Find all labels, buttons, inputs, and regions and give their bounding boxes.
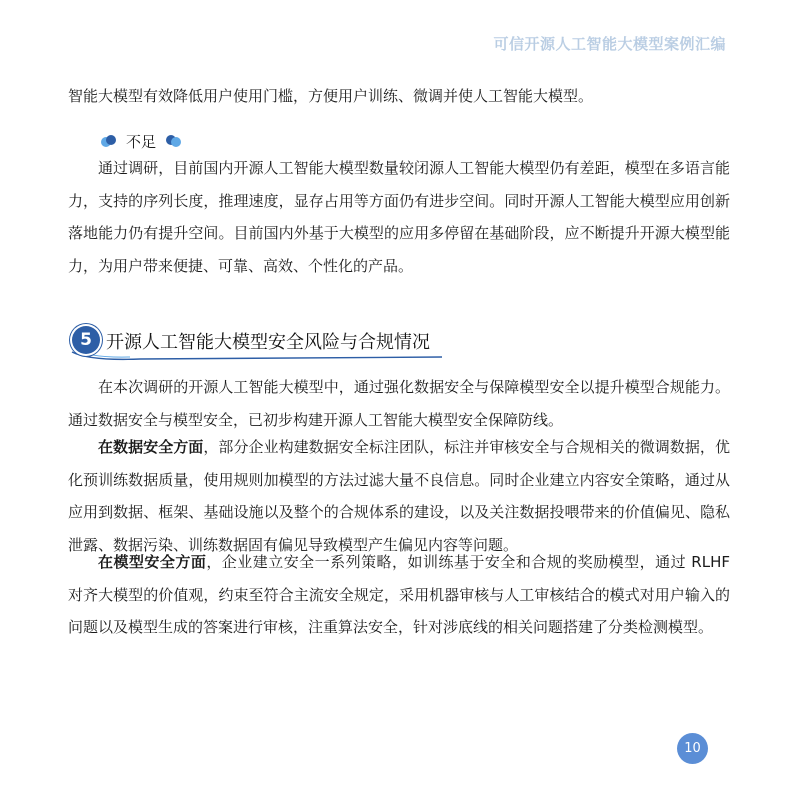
- running-header: 可信开源人工智能大模型案例汇编: [493, 35, 726, 53]
- data-security-lead: 在数据安全方面: [98, 438, 204, 456]
- data-security-paragraph: [68, 431, 730, 561]
- model-security-lead: 在模型安全方面: [98, 553, 207, 571]
- model-security-text: ，企业建立安全一系列策略，如训练基于安全和合规的奖励模型，通过 RLHF 对齐大模型的价值观，约束至符合主流安全规定，采用机器审核与人工审核结合的模式对用户输入的问题以及模型生成的答案进行审核，注重算法安全，针对涉底线的相关问题搭建了分类检测模型。: [68, 553, 730, 636]
- bullet-dot-left-icon: [100, 134, 116, 148]
- subsection-label: 不足: [126, 132, 157, 151]
- intro-paragraph: 智能大模型有效降低用户使用门槛，方便用户训练、微调并使人工智能大模型。: [68, 87, 594, 105]
- bullet-dot-right-icon: [166, 134, 182, 148]
- shortcomings-paragraph: 通过调研，目前国内开源人工智能大模型数量较闭源人工智能大模型仍有差距，模型在多语言能力，支持的序列长度，推理速度，显存占用等方面仍有进步空间。同时开源人工智能大模型应用创新落地能力仍有提升空间。目前国内外基于大模型的应用多停留在基础阶段，应不断提升开源大模型能力，为用户带来便捷、可靠、高效、个性化的产品。: [68, 159, 730, 275]
- section-title: 开源人工智能大模型安全风险与合规情况: [106, 332, 430, 353]
- model-security-paragraph: [68, 546, 730, 644]
- section-heading: [70, 322, 450, 362]
- data-security-text: ，部分企业构建数据安全标注团队，标注并审核安全与合规相关的微调数据，优化预训练数据质量，使用规则加模型的方法过滤大量不良信息。同时企业建立内容安全策略，通过从应用到数据、框架、基础设施以及整个的合规体系的建设，以及关注数据投喂带来的价值偏见、隐私泄露、数据污染、训练数据固有偏见导致模型产生偏见内容等问题。: [68, 438, 730, 554]
- section-number-badge: 5: [72, 326, 100, 354]
- section-paragraph-1: 在本次调研的开源人工智能大模型中，通过强化数据安全与保障模型安全以提升模型合规能力。通过数据安全与模型安全，已初步构建开源人工智能大模型安全保障防线。: [68, 378, 730, 429]
- subsection-heading: [100, 128, 182, 154]
- page-number-badge: 10: [677, 733, 708, 764]
